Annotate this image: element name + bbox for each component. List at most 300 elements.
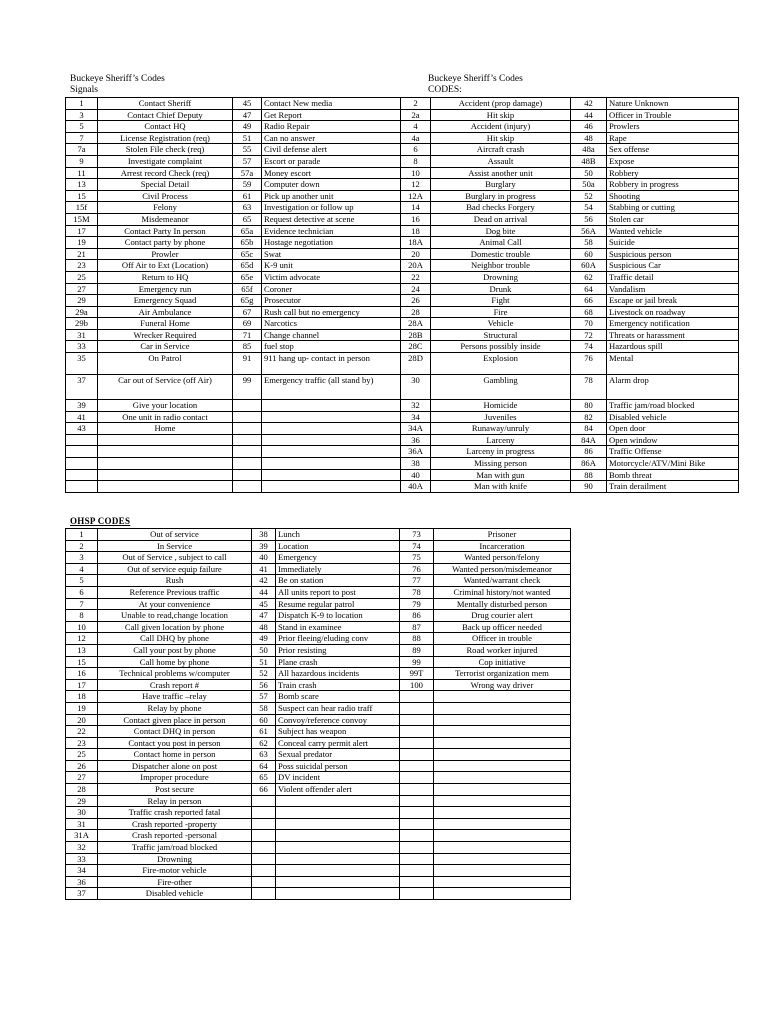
signals-cell	[233, 423, 262, 435]
signals-row	[66, 202, 401, 214]
ohsp-cell: 19	[66, 702, 98, 714]
codes-cell: Man with knife	[431, 481, 571, 493]
codes-cell: 86A	[571, 458, 607, 470]
ohsp-row	[66, 830, 571, 842]
ohsp-row	[66, 610, 571, 622]
ohsp-cell: Be on station	[276, 575, 400, 587]
codes-cell: 84	[571, 423, 607, 435]
codes-cell: Burglary in progress	[431, 190, 571, 202]
ohsp-cell: 73	[400, 529, 434, 541]
signals-cell: Arrest record Check (req)	[98, 167, 233, 179]
signals-cell: 27	[66, 283, 98, 295]
ohsp-cell	[400, 795, 434, 807]
signals-row	[66, 121, 401, 133]
codes-cell: 24	[401, 283, 431, 295]
ohsp-cell: Officer in trouble	[434, 633, 571, 645]
ohsp-cell	[434, 749, 571, 761]
codes-cell: Livestock on roadway	[607, 306, 739, 318]
signals-cell: 57	[233, 155, 262, 167]
signals-cell: 45	[233, 98, 262, 110]
codes-cell: Accident (prop damage)	[431, 98, 571, 110]
ohsp-cell: 52	[252, 668, 276, 680]
ohsp-cell: Traffic crash reported fatal	[98, 807, 252, 819]
ohsp-cell: In Service	[98, 540, 252, 552]
ohsp-row	[66, 529, 571, 541]
signals-cell: 47	[233, 109, 262, 121]
signals-row	[66, 295, 401, 307]
ohsp-cell	[400, 702, 434, 714]
codes-cell: 30	[401, 375, 431, 400]
codes-cell: 10	[401, 167, 431, 179]
codes-cell: 44	[571, 109, 607, 121]
codes-row	[401, 411, 739, 423]
ohsp-cell: 78	[400, 586, 434, 598]
ohsp-cell: Traffic jam/road blocked	[98, 842, 252, 854]
ohsp-cell: Train crash	[276, 679, 400, 691]
ohsp-cell: 45	[252, 598, 276, 610]
codes-cell: 50	[571, 167, 607, 179]
ohsp-cell: 65	[252, 772, 276, 784]
codes-cell: 36A	[401, 446, 431, 458]
signals-cell: Pick up another unit	[262, 190, 401, 202]
codes-cell: Shooting	[607, 190, 739, 202]
codes-cell: 48	[571, 132, 607, 144]
ohsp-cell: Sexual predator	[276, 749, 400, 761]
ohsp-cell: All units report to post	[276, 586, 400, 598]
signals-row	[66, 213, 401, 225]
codes-cell: 64	[571, 283, 607, 295]
codes-row	[401, 458, 739, 470]
codes-cell: 54	[571, 202, 607, 214]
ohsp-cell: Prisoner	[434, 529, 571, 541]
signals-cell: 29b	[66, 318, 98, 330]
ohsp-cell: Rush	[98, 575, 252, 587]
ohsp-row	[66, 784, 571, 796]
signals-cell: Change channel	[262, 329, 401, 341]
codes-cell: 2	[401, 98, 431, 110]
signals-row	[66, 400, 401, 412]
codes-row	[401, 446, 739, 458]
codes-cell: 90	[571, 481, 607, 493]
signals-row	[66, 271, 401, 283]
signals-cell: Give your location	[98, 400, 233, 412]
codes-cell: Assault	[431, 155, 571, 167]
codes-cell: Disabled vehicle	[607, 411, 739, 423]
signals-row	[66, 155, 401, 167]
ohsp-cell	[400, 760, 434, 772]
ohsp-cell	[434, 691, 571, 703]
signals-cell: Narcotics	[262, 318, 401, 330]
ohsp-cell: 58	[252, 702, 276, 714]
ohsp-cell: Location	[276, 540, 400, 552]
signals-row	[66, 329, 401, 341]
ohsp-cell	[276, 795, 400, 807]
ohsp-cell: Terrorist organization mem	[434, 668, 571, 680]
codes-row	[401, 109, 739, 121]
ohsp-cell: Poss suicidal person	[276, 760, 400, 772]
signals-cell: One unit in radio contact	[98, 411, 233, 423]
signals-cell: 29	[66, 295, 98, 307]
codes-cell: 74	[571, 341, 607, 353]
signals-cell: Contact party by phone	[98, 237, 233, 249]
ohsp-cell: Crash reported -personal	[98, 830, 252, 842]
ohsp-cell	[252, 795, 276, 807]
signals-row	[66, 469, 401, 481]
codes-row	[401, 271, 739, 283]
ohsp-cell	[400, 853, 434, 865]
signals-cell: 65e	[233, 271, 262, 283]
codes-cell: Hit skip	[431, 132, 571, 144]
ohsp-cell: 57	[252, 691, 276, 703]
codes-cell: 20	[401, 248, 431, 260]
signals-row	[66, 167, 401, 179]
codes-cell: Suspicious Car	[607, 260, 739, 272]
ohsp-cell: Call given location by phone	[98, 621, 252, 633]
signals-cell: 1	[66, 98, 98, 110]
ohsp-row	[66, 772, 571, 784]
signals-cell: Get Report	[262, 109, 401, 121]
ohsp-cell: Subject has weapon	[276, 726, 400, 738]
ohsp-cell	[276, 865, 400, 877]
signals-cell: 9	[66, 155, 98, 167]
signals-cell: 33	[66, 341, 98, 353]
ohsp-row	[66, 888, 571, 900]
ohsp-cell	[252, 853, 276, 865]
codes-cell: 28A	[401, 318, 431, 330]
signals-row	[66, 179, 401, 191]
ohsp-cell: Convoy/reference convoy	[276, 714, 400, 726]
ohsp-cell: 100	[400, 679, 434, 691]
signals-cell: Investigate complaint	[98, 155, 233, 167]
signals-cell: 15M	[66, 213, 98, 225]
signals-cell: Contact Chief Deputy	[98, 109, 233, 121]
ohsp-cell: Contact home in person	[98, 749, 252, 761]
ohsp-cell: 31A	[66, 830, 98, 842]
ohsp-cell: 44	[252, 586, 276, 598]
signals-cell: 31	[66, 329, 98, 341]
codes-cell: Domestic trouble	[431, 248, 571, 260]
signals-cell: 57a	[233, 167, 262, 179]
signals-cell: K-9 unit	[262, 260, 401, 272]
ohsp-cell: Prior resisting	[276, 644, 400, 656]
signals-cell: Car out of Service (off Air)	[98, 375, 233, 400]
codes-cell: 42	[571, 98, 607, 110]
ohsp-cell: 28	[66, 784, 98, 796]
ohsp-cell	[276, 818, 400, 830]
signals-cell	[98, 446, 233, 458]
ohsp-cell: 42	[252, 575, 276, 587]
ohsp-cell: Bomb scare	[276, 691, 400, 703]
codes-row	[401, 469, 739, 481]
ohsp-cell: 31	[66, 818, 98, 830]
ohsp-cell: Out of service	[98, 529, 252, 541]
signals-cell: 17	[66, 225, 98, 237]
codes-cell: Officer in Trouble	[607, 109, 739, 121]
ohsp-cell	[276, 888, 400, 900]
signals-cell: 5	[66, 121, 98, 133]
codes-cell: Aircraft crash	[431, 144, 571, 156]
codes-row	[401, 167, 739, 179]
ohsp-cell	[434, 760, 571, 772]
codes-cell: 18	[401, 225, 431, 237]
ohsp-cell: Wanted person/felony	[434, 552, 571, 564]
ohsp-cell	[434, 807, 571, 819]
signals-cell: Special Detail	[98, 179, 233, 191]
ohsp-cell: Emergency	[276, 552, 400, 564]
codes-cell: Vehicle	[431, 318, 571, 330]
ohsp-cell: Dispatch K-9 to location	[276, 610, 400, 622]
ohsp-row	[66, 795, 571, 807]
codes-row	[401, 434, 739, 446]
codes-cell: Suspicious person	[607, 248, 739, 260]
signals-cell: 911 hang up- contact in person	[262, 353, 401, 375]
codes-cell: Sex offense	[607, 144, 739, 156]
ohsp-row	[66, 586, 571, 598]
signals-cell: Felony	[98, 202, 233, 214]
signals-cell	[233, 481, 262, 493]
ohsp-cell: Relay in person	[98, 795, 252, 807]
right-header-title: Buckeye Sheriff’s Codes	[428, 74, 523, 84]
signals-cell: 49	[233, 121, 262, 133]
ohsp-cell: 99T	[400, 668, 434, 680]
ohsp-cell: 6	[66, 586, 98, 598]
codes-row	[401, 283, 739, 295]
signals-cell: Evidence technician	[262, 225, 401, 237]
signals-cell	[262, 481, 401, 493]
signals-cell	[233, 411, 262, 423]
ohsp-cell	[434, 888, 571, 900]
ohsp-row	[66, 702, 571, 714]
codes-cell: Train derailment	[607, 481, 739, 493]
ohsp-cell: Wanted/warrant check	[434, 575, 571, 587]
signals-cell	[98, 481, 233, 493]
ohsp-cell	[252, 818, 276, 830]
ohsp-cell: 2	[66, 540, 98, 552]
signals-row	[66, 341, 401, 353]
ohsp-cell	[434, 865, 571, 877]
signals-cell	[66, 469, 98, 481]
codes-cell: Missing person	[431, 458, 571, 470]
signals-cell	[262, 446, 401, 458]
ohsp-cell: Technical problems w/computer	[98, 668, 252, 680]
ohsp-cell: 10	[66, 621, 98, 633]
codes-cell: Emergency notification	[607, 318, 739, 330]
signals-row	[66, 423, 401, 435]
signals-cell: Emergency Squad	[98, 295, 233, 307]
signals-cell: Money escort	[262, 167, 401, 179]
signals-cell: 51	[233, 132, 262, 144]
codes-cell: 60A	[571, 260, 607, 272]
ohsp-row	[66, 540, 571, 552]
ohsp-cell: Wrong way driver	[434, 679, 571, 691]
signals-cell: 99	[233, 375, 262, 400]
signals-cell	[233, 400, 262, 412]
signals-cell: Radio Repair	[262, 121, 401, 133]
codes-cell: Bad checks Forgery	[431, 202, 571, 214]
ohsp-row	[66, 749, 571, 761]
ohsp-row	[66, 575, 571, 587]
ohsp-cell: 66	[252, 784, 276, 796]
codes-cell: Fight	[431, 295, 571, 307]
ohsp-cell: Call your post by phone	[98, 644, 252, 656]
ohsp-cell: Plane crash	[276, 656, 400, 668]
ohsp-cell: 1	[66, 529, 98, 541]
signals-cell	[233, 469, 262, 481]
signals-cell: Escort or parade	[262, 155, 401, 167]
signals-cell: Investigation or follow up	[262, 202, 401, 214]
ohsp-cell	[400, 749, 434, 761]
codes-cell: 66	[571, 295, 607, 307]
ohsp-cell: All hazardous incidents	[276, 668, 400, 680]
signals-cell: Funeral Home	[98, 318, 233, 330]
codes-cell: 70	[571, 318, 607, 330]
ohsp-cell: 16	[66, 668, 98, 680]
ohsp-cell	[434, 726, 571, 738]
codes-cell: 16	[401, 213, 431, 225]
ohsp-cell	[252, 888, 276, 900]
codes-cell: 28C	[401, 341, 431, 353]
ohsp-cell: 38	[252, 529, 276, 541]
codes-cell: Structural	[431, 329, 571, 341]
codes-cell: 46	[571, 121, 607, 133]
codes-cell: 6	[401, 144, 431, 156]
ohsp-table	[65, 528, 571, 900]
ohsp-cell	[400, 714, 434, 726]
codes-row	[401, 144, 739, 156]
left-header	[70, 74, 165, 96]
signals-cell	[66, 446, 98, 458]
signals-row	[66, 375, 401, 400]
signals-cell: 65b	[233, 237, 262, 249]
left-header-title: Buckeye Sheriff’s Codes	[70, 74, 165, 84]
signals-cell	[233, 458, 262, 470]
signals-row	[66, 458, 401, 470]
codes-cell: 84A	[571, 434, 607, 446]
signals-cell: 15	[66, 190, 98, 202]
codes-cell: Neighbor trouble	[431, 260, 571, 272]
codes-cell: 62	[571, 271, 607, 283]
codes-cell: 28	[401, 306, 431, 318]
codes-cell: Runaway/unruly	[431, 423, 571, 435]
ohsp-cell	[400, 737, 434, 749]
ohsp-cell	[434, 876, 571, 888]
codes-cell: 34	[401, 411, 431, 423]
codes-cell: 56	[571, 213, 607, 225]
codes-cell: Open window	[607, 434, 739, 446]
ohsp-cell: At your convenience	[98, 598, 252, 610]
right-header-subtitle: CODES:	[428, 85, 462, 95]
signals-cell: On Patrol	[98, 353, 233, 375]
codes-cell: Bomb threat	[607, 469, 739, 481]
ohsp-cell: 30	[66, 807, 98, 819]
codes-cell: 76	[571, 353, 607, 375]
ohsp-cell: 25	[66, 749, 98, 761]
ohsp-cell: Contact given place in person	[98, 714, 252, 726]
ohsp-cell: 39	[252, 540, 276, 552]
signals-cell: Contact Party In person	[98, 225, 233, 237]
ohsp-cell: 41	[252, 563, 276, 575]
ohsp-row	[66, 760, 571, 772]
ohsp-cell: 23	[66, 737, 98, 749]
ohsp-cell: 75	[400, 552, 434, 564]
codes-cell: 72	[571, 329, 607, 341]
ohsp-row	[66, 633, 571, 645]
codes-row	[401, 213, 739, 225]
signals-row	[66, 434, 401, 446]
ohsp-cell: Prior fleeing/eluding conv	[276, 633, 400, 645]
signals-cell	[262, 423, 401, 435]
signals-cell: fuel stop	[262, 341, 401, 353]
signals-cell: Request detective at scene	[262, 213, 401, 225]
signals-cell	[66, 434, 98, 446]
ohsp-row	[66, 807, 571, 819]
codes-cell: Dog bite	[431, 225, 571, 237]
ohsp-cell: Drug courier alert	[434, 610, 571, 622]
signals-cell: Civil Process	[98, 190, 233, 202]
ohsp-cell: Call home by phone	[98, 656, 252, 668]
ohsp-cell: Improper procedure	[98, 772, 252, 784]
codes-cell: 18A	[401, 237, 431, 249]
codes-cell: 68	[571, 306, 607, 318]
ohsp-row	[66, 621, 571, 633]
ohsp-cell	[276, 807, 400, 819]
codes-cell: 48a	[571, 144, 607, 156]
ohsp-cell: Incarceration	[434, 540, 571, 552]
ohsp-cell: Contact DHQ in person	[98, 726, 252, 738]
ohsp-cell: 34	[66, 865, 98, 877]
ohsp-cell: Violent offender alert	[276, 784, 400, 796]
ohsp-cell: Contact you post in person	[98, 737, 252, 749]
signals-cell: Victim advocate	[262, 271, 401, 283]
codes-cell: Traffic jam/road blocked	[607, 400, 739, 412]
ohsp-cell: Reference Previous traffic	[98, 586, 252, 598]
codes-cell: 48B	[571, 155, 607, 167]
ohsp-cell: 47	[252, 610, 276, 622]
codes-cell: Traffic Offense	[607, 446, 739, 458]
signals-cell: 21	[66, 248, 98, 260]
signals-cell: 11	[66, 167, 98, 179]
codes-cell: Escape or jail break	[607, 295, 739, 307]
ohsp-cell: Immediately	[276, 563, 400, 575]
ohsp-cell	[400, 865, 434, 877]
signals-cell	[262, 400, 401, 412]
signals-cell: 41	[66, 411, 98, 423]
signals-cell: Computer down	[262, 179, 401, 191]
ohsp-row	[66, 598, 571, 610]
ohsp-row	[66, 876, 571, 888]
codes-cell: 40	[401, 469, 431, 481]
codes-row	[401, 260, 739, 272]
codes-row	[401, 248, 739, 260]
ohsp-cell: 86	[400, 610, 434, 622]
codes-cell: Prowlers	[607, 121, 739, 133]
signals-cell: License Registration (req)	[98, 132, 233, 144]
ohsp-cell: Wanted person/misdemeanor	[434, 563, 571, 575]
ohsp-cell	[252, 807, 276, 819]
ohsp-cell: 50	[252, 644, 276, 656]
codes-cell: 34A	[401, 423, 431, 435]
codes-cell: 40A	[401, 481, 431, 493]
left-header-subtitle: Signals	[70, 85, 98, 95]
codes-row	[401, 237, 739, 249]
signals-cell: Hostage negotiation	[262, 237, 401, 249]
signals-cell: 65a	[233, 225, 262, 237]
ohsp-cell	[434, 714, 571, 726]
codes-cell: 60	[571, 248, 607, 260]
codes-cell: Dead on arrival	[431, 213, 571, 225]
ohsp-cell: Call DHQ by phone	[98, 633, 252, 645]
codes-cell: 2a	[401, 109, 431, 121]
